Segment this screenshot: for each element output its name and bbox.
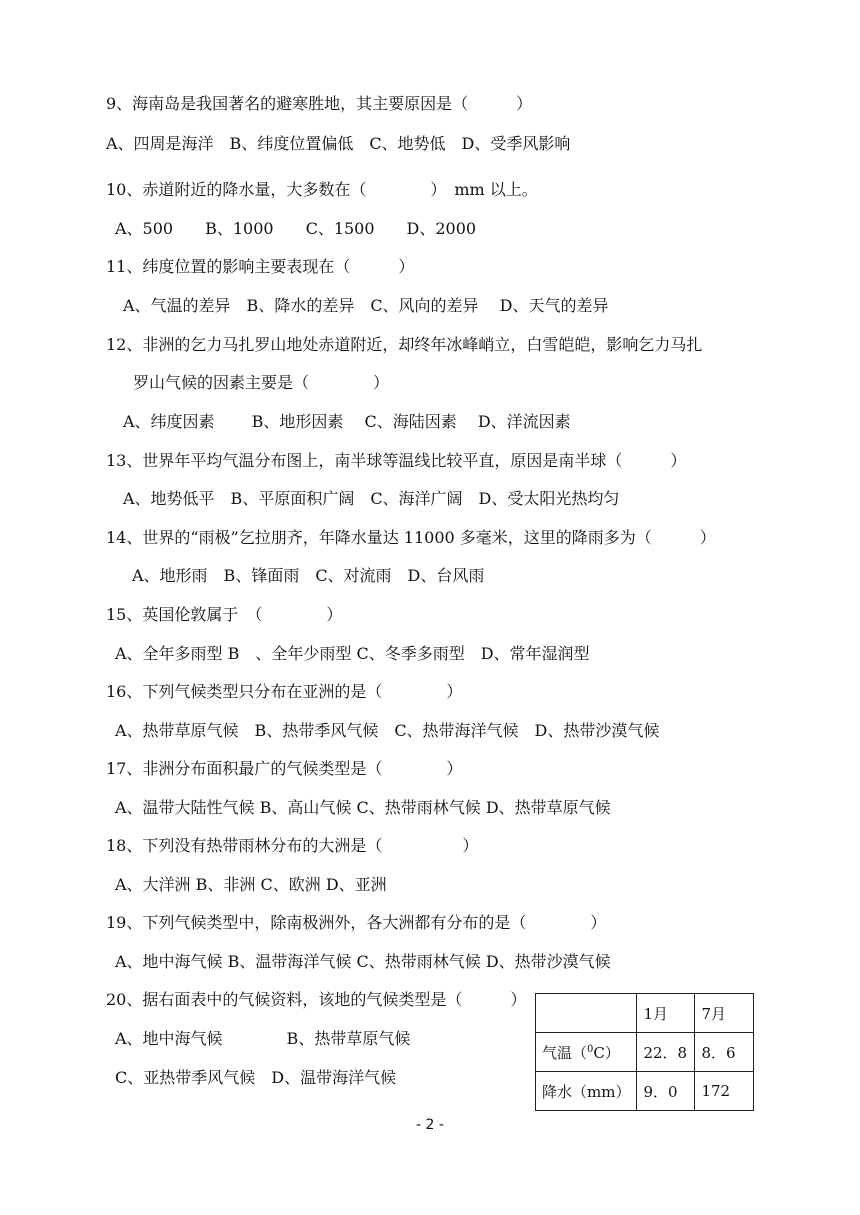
header-cell-empty bbox=[536, 994, 637, 1033]
question-13-options: A、地势低平 B、平原面积广阔 C、海洋广阔 D、受太阳光热均匀 bbox=[123, 489, 620, 508]
precip-jan-cell: 9．0 bbox=[637, 1072, 695, 1111]
precip-label-cell: 降水（mm） bbox=[536, 1072, 637, 1111]
temp-jul-cell: 8．6 bbox=[695, 1033, 754, 1072]
header-cell-jan: 1月 bbox=[637, 994, 695, 1033]
question-9-options: A、四周是海洋 B、纬度位置偏低 C、地势低 D、受季风影响 bbox=[106, 134, 571, 153]
header-cell-jul: 7月 bbox=[695, 994, 754, 1033]
question-18-stem: 18、下列没有热带雨林分布的大洲是（ ） bbox=[106, 836, 479, 855]
question-20-options-cd: C、亚热带季风气候 D、温带海洋气候 bbox=[115, 1068, 397, 1087]
question-11-stem: 11、纬度位置的影响主要表现在（ ） bbox=[106, 257, 415, 276]
question-17-stem: 17、非洲分布面积最广的气候类型是（ ） bbox=[106, 759, 463, 778]
question-10-options: A、500 B、1000 C、1500 D、2000 bbox=[115, 219, 477, 238]
question-16-options: A、热带草原气候 B、热带季风气候 C、热带海洋气候 D、热带沙漠气候 bbox=[115, 721, 660, 740]
table-row bbox=[536, 994, 754, 1033]
temp-label-degree: 0 bbox=[587, 1043, 594, 1055]
precip-jul-cell: 172 bbox=[695, 1072, 754, 1111]
question-20-stem: 20、据右面表中的气候资料，该地的气候类型是（ ） bbox=[106, 990, 527, 1009]
question-12-options: A、纬度因素 B、地形因素 C、海陆因素 D、洋流因素 bbox=[123, 412, 571, 431]
temp-label-post: C） bbox=[593, 1043, 620, 1062]
question-12-stem-cont: 罗山气候的因素主要是（ ） bbox=[133, 373, 390, 392]
question-20-options-ab: A、地中海气候 B、热带草原气候 bbox=[115, 1029, 411, 1048]
question-10-stem: 10、赤道附近的降水量，大多数在（ ） mm 以上。 bbox=[106, 180, 538, 199]
question-13-stem: 13、世界年平均气温分布图上，南半球等温线比较平直，原因是南半球（ ） bbox=[106, 451, 687, 470]
question-17-options: A、温带大陆性气候 B、高山气候 C、热带雨林气候 D、热带草原气候 bbox=[115, 798, 611, 817]
question-15-stem: 15、英国伦敦属于 （ ） bbox=[106, 605, 343, 624]
question-12-stem: 12、非洲的乞力马扎罗山地处赤道附近，却终年冰峰峭立，白雪皑皑，影响乞力马扎 bbox=[106, 335, 703, 354]
question-19-stem: 19、下列气候类型中，除南极洲外，各大洲都有分布的是（ ） bbox=[106, 913, 607, 932]
temp-label-cell bbox=[536, 1033, 637, 1072]
question-11-options: A、气温的差异 B、降水的差异 C、风向的差异 D、天气的差异 bbox=[123, 296, 609, 315]
page-number: - 2 - bbox=[416, 1117, 444, 1133]
table-row bbox=[536, 1072, 754, 1111]
question-15-options: A、全年多雨型 B 、全年少雨型 C、冬季多雨型 D、常年湿润型 bbox=[115, 644, 590, 663]
question-16-stem: 16、下列气候类型只分布在亚洲的是（ ） bbox=[106, 682, 463, 701]
question-14-options: A、地形雨 B、锋面雨 C、对流雨 D、台风雨 bbox=[132, 566, 485, 585]
question-19-options: A、地中海气候 B、温带海洋气候 C、热带雨林气候 D、热带沙漠气候 bbox=[115, 952, 611, 971]
question-14-stem: 14、世界的“雨极”乞拉朋齐，年降水量达 11000 多毫米，这里的降雨多为（ ） bbox=[106, 528, 716, 547]
temp-jan-cell: 22．8 bbox=[637, 1033, 695, 1072]
question-9-stem: 9、海南岛是我国著名的避寒胜地，其主要原因是（ ） bbox=[106, 94, 533, 113]
question-18-options: A、大洋洲 B、非洲 C、欧洲 D、亚洲 bbox=[115, 875, 387, 894]
table-row bbox=[536, 1033, 754, 1072]
climate-data-table bbox=[535, 993, 754, 1111]
temp-label-pre: 气温（ bbox=[542, 1043, 588, 1062]
